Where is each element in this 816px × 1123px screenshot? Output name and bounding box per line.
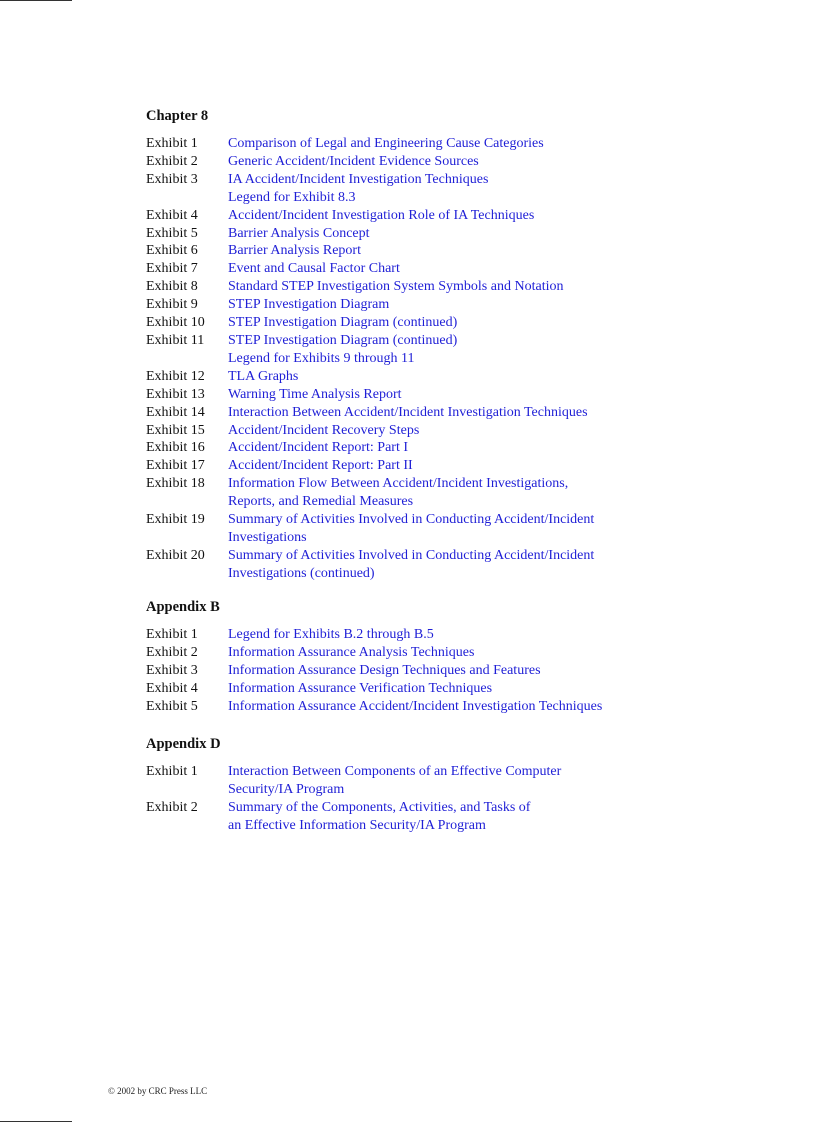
exhibit-title-line[interactable]: Accident/Incident Report: Part II bbox=[228, 458, 413, 474]
crop-mark-bottom bbox=[0, 1121, 72, 1122]
exhibit-label: Exhibit 9 bbox=[146, 297, 198, 313]
exhibit-row bbox=[146, 135, 746, 153]
exhibit-label: Exhibit 16 bbox=[146, 440, 205, 456]
section-title: Chapter 8 bbox=[146, 108, 209, 124]
exhibit-title-link[interactable] bbox=[228, 171, 746, 207]
exhibit-title-link[interactable] bbox=[228, 278, 746, 296]
exhibit-title-link[interactable] bbox=[228, 332, 746, 368]
exhibit-label: Exhibit 1 bbox=[146, 627, 198, 642]
exhibit-title-line[interactable]: TLA Graphs bbox=[228, 368, 299, 384]
exhibit-row bbox=[146, 698, 746, 716]
exhibit-title-line[interactable]: Comparison of Legal and Engineering Cause Categories bbox=[228, 136, 544, 151]
exhibit-row bbox=[146, 457, 746, 475]
exhibit-row bbox=[146, 662, 746, 680]
exhibit-label: Exhibit 19 bbox=[146, 512, 205, 528]
exhibit-label: Exhibit 2 bbox=[146, 153, 198, 169]
exhibit-row bbox=[146, 260, 746, 278]
exhibit-row bbox=[146, 242, 746, 260]
exhibit-title-line[interactable]: Information Assurance Verification Techniques bbox=[228, 680, 493, 696]
exhibit-list bbox=[146, 135, 746, 583]
exhibit-title-link[interactable] bbox=[228, 457, 746, 475]
exhibit-title-link[interactable] bbox=[228, 422, 746, 440]
exhibit-label: Exhibit 13 bbox=[146, 386, 205, 402]
exhibit-title-link[interactable] bbox=[228, 260, 746, 278]
exhibit-title-line[interactable]: Information Assurance Analysis Techniques bbox=[228, 644, 475, 660]
exhibit-title-link[interactable] bbox=[228, 368, 746, 386]
exhibit-label: Exhibit 8 bbox=[146, 279, 198, 295]
exhibit-title-line[interactable]: Summary of Activities Involved in Conducting Accident/Incident bbox=[228, 512, 595, 528]
exhibit-title-line[interactable]: Legend for Exhibit 8.3 bbox=[228, 189, 356, 205]
exhibit-row bbox=[146, 332, 746, 368]
exhibit-label: Exhibit 2 bbox=[146, 644, 198, 660]
exhibit-row bbox=[146, 763, 746, 799]
exhibit-label: Exhibit 20 bbox=[146, 547, 205, 563]
exhibit-row bbox=[146, 422, 746, 440]
exhibit-row bbox=[146, 296, 746, 314]
exhibit-label: Exhibit 14 bbox=[146, 404, 205, 420]
copyright-footer: © 2002 by CRC Press LLC bbox=[108, 1086, 208, 1096]
exhibit-row bbox=[146, 799, 746, 835]
exhibit-label: Exhibit 1 bbox=[146, 136, 198, 151]
exhibit-label: Exhibit 3 bbox=[146, 171, 198, 187]
exhibit-label: Exhibit 15 bbox=[146, 422, 205, 438]
crop-mark-top bbox=[0, 0, 72, 1]
exhibit-title-link[interactable] bbox=[228, 698, 746, 716]
exhibit-title-line[interactable]: Legend for Exhibits B.2 through B.5 bbox=[228, 627, 434, 642]
exhibit-title-line[interactable]: Barrier Analysis Report bbox=[228, 243, 361, 259]
exhibit-title-line[interactable]: Accident/Incident Investigation Role of IA Techniques bbox=[228, 207, 535, 223]
exhibit-row bbox=[146, 171, 746, 207]
exhibit-title-line[interactable]: Interaction Between Components of an Effective Computer bbox=[228, 764, 562, 779]
exhibit-title-link[interactable] bbox=[228, 680, 746, 698]
exhibit-title-link[interactable] bbox=[228, 207, 746, 225]
section-appendix-d bbox=[146, 735, 746, 835]
exhibit-label: Exhibit 1 bbox=[146, 764, 198, 779]
exhibit-label: Exhibit 11 bbox=[146, 332, 205, 348]
exhibit-title-link[interactable] bbox=[228, 626, 746, 644]
exhibit-label: Exhibit 6 bbox=[146, 243, 198, 259]
exhibit-row bbox=[146, 153, 746, 171]
exhibit-title-line[interactable]: Legend for Exhibits 9 through 11 bbox=[228, 350, 415, 366]
exhibit-label: Exhibit 17 bbox=[146, 458, 205, 474]
exhibit-label: Exhibit 4 bbox=[146, 207, 198, 223]
section-appendix-b bbox=[146, 598, 746, 716]
exhibit-title-line[interactable]: Information Flow Between Accident/Incident Investigations, bbox=[228, 476, 569, 492]
exhibit-title-link[interactable] bbox=[228, 662, 746, 680]
exhibit-title-link[interactable] bbox=[228, 135, 746, 153]
exhibit-title-line[interactable]: STEP Investigation Diagram bbox=[228, 297, 390, 313]
exhibit-title-line[interactable]: Event and Causal Factor Chart bbox=[228, 261, 400, 277]
exhibit-title-line[interactable]: Generic Accident/Incident Evidence Sources bbox=[228, 153, 479, 169]
exhibit-title-line[interactable]: IA Accident/Incident Investigation Techniques bbox=[228, 171, 489, 187]
exhibit-title-line[interactable]: Information Assurance Accident/Incident Investigation Techniques bbox=[228, 698, 603, 714]
exhibit-title-line[interactable]: an Effective Information Security/IA Program bbox=[228, 817, 486, 833]
exhibit-label: Exhibit 10 bbox=[146, 315, 205, 331]
exhibit-title-link[interactable] bbox=[228, 153, 746, 171]
exhibit-title-line[interactable]: Standard STEP Investigation System Symbols and Notation bbox=[228, 279, 564, 295]
exhibit-title-line[interactable]: STEP Investigation Diagram (continued) bbox=[228, 332, 458, 348]
exhibit-title-line[interactable]: Reports, and Remedial Measures bbox=[228, 494, 414, 510]
exhibit-title-line[interactable]: Investigations (continued) bbox=[228, 565, 375, 581]
exhibit-title-line[interactable]: Security/IA Program bbox=[228, 781, 345, 797]
exhibit-title-line[interactable]: Accident/Incident Recovery Steps bbox=[228, 422, 420, 438]
exhibit-title-link[interactable] bbox=[228, 799, 746, 835]
section-chapter-8 bbox=[146, 107, 746, 583]
exhibit-label: Exhibit 5 bbox=[146, 698, 198, 714]
exhibit-label: Exhibit 7 bbox=[146, 261, 198, 277]
exhibit-title-line[interactable]: Summary of Activities Involved in Conducting Accident/Incident bbox=[228, 547, 595, 563]
exhibit-title-line[interactable]: Investigations bbox=[228, 529, 307, 545]
exhibit-row bbox=[146, 386, 746, 404]
exhibit-title-link[interactable] bbox=[228, 296, 746, 314]
exhibit-label: Exhibit 12 bbox=[146, 368, 205, 384]
section-title: Appendix B bbox=[146, 599, 220, 615]
exhibit-row bbox=[146, 439, 746, 457]
exhibit-title-link[interactable] bbox=[228, 511, 746, 547]
exhibit-title-link[interactable] bbox=[228, 439, 746, 457]
exhibit-title-line[interactable]: Barrier Analysis Concept bbox=[228, 225, 370, 241]
exhibit-row bbox=[146, 511, 746, 547]
exhibit-row bbox=[146, 278, 746, 296]
exhibit-title-link[interactable] bbox=[228, 644, 746, 662]
exhibit-title-line[interactable]: Warning Time Analysis Report bbox=[228, 386, 402, 402]
exhibit-title-link[interactable] bbox=[228, 242, 746, 260]
exhibit-title-link[interactable] bbox=[228, 547, 746, 583]
exhibit-label: Exhibit 3 bbox=[146, 662, 198, 678]
exhibit-row bbox=[146, 368, 746, 386]
exhibit-list bbox=[146, 626, 746, 716]
exhibit-title-line[interactable]: Accident/Incident Report: Part I bbox=[228, 440, 408, 456]
exhibit-title-link[interactable] bbox=[228, 314, 746, 332]
exhibit-label: Exhibit 5 bbox=[146, 225, 198, 241]
exhibit-label: Exhibit 18 bbox=[146, 476, 205, 492]
exhibit-list bbox=[146, 763, 746, 835]
exhibit-row bbox=[146, 314, 746, 332]
exhibit-title-link[interactable] bbox=[228, 386, 746, 404]
exhibit-row bbox=[146, 644, 746, 662]
exhibit-row bbox=[146, 626, 746, 644]
exhibit-row bbox=[146, 225, 746, 243]
exhibit-row bbox=[146, 547, 746, 583]
exhibit-title-link[interactable] bbox=[228, 225, 746, 243]
exhibit-row bbox=[146, 475, 746, 511]
exhibit-title-line[interactable]: Information Assurance Design Techniques and Features bbox=[228, 662, 541, 678]
section-title: Appendix D bbox=[146, 736, 221, 752]
exhibit-row bbox=[146, 680, 746, 698]
exhibit-title-link[interactable] bbox=[228, 475, 746, 511]
exhibit-label: Exhibit 4 bbox=[146, 680, 198, 696]
exhibit-title-line[interactable]: Summary of the Components, Activities, and Tasks of bbox=[228, 799, 531, 815]
exhibit-label: Exhibit 2 bbox=[146, 799, 198, 815]
exhibit-row bbox=[146, 404, 746, 422]
exhibit-title-link[interactable] bbox=[228, 404, 746, 422]
exhibit-row bbox=[146, 207, 746, 225]
exhibit-title-link[interactable] bbox=[228, 763, 746, 799]
exhibit-title-line[interactable]: STEP Investigation Diagram (continued) bbox=[228, 315, 458, 331]
exhibit-title-line[interactable]: Interaction Between Accident/Incident Investigation Techniques bbox=[228, 404, 588, 420]
